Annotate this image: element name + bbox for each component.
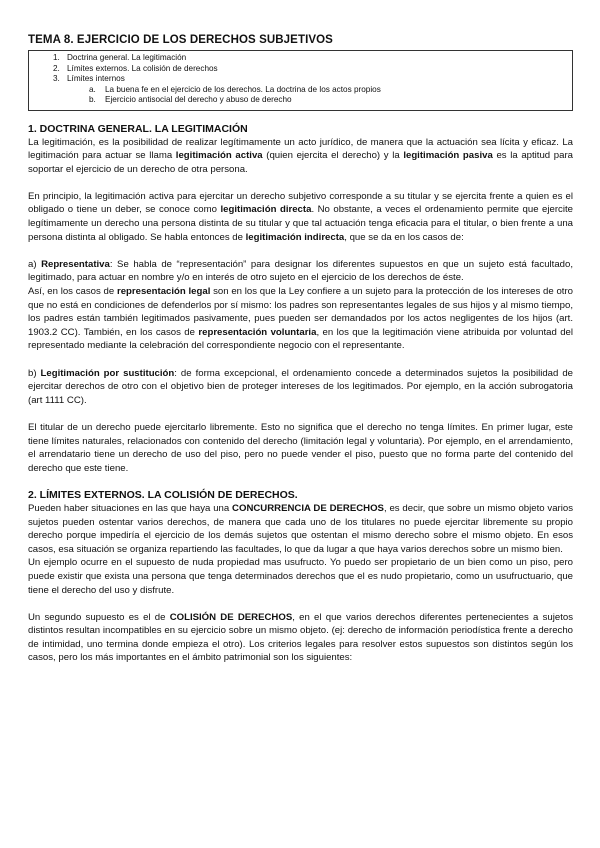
text-run: . No obstante, a veces el ordenamiento permite que ejercite legítimamente un derecho una persona distinta de su titular y que tal actuación tenga eficacia para el titular, o bien frente a una persona distinta al obligado. Se habla entonces de bbox=[28, 204, 573, 243]
text-run: b) bbox=[28, 367, 41, 379]
bold-term: representación legal bbox=[116, 286, 211, 298]
paragraph bbox=[28, 367, 573, 408]
toc-subitem-label: Ejercicio antisocial del derecho y abuso de derecho bbox=[105, 95, 292, 104]
text-run: , que se da en los casos de: bbox=[344, 231, 464, 243]
text-run: es la aptitud para soportar el ejercicio de un derecho de otra persona. bbox=[28, 150, 573, 175]
text-run: , en los que la legitimación viene atribuida por voluntad del representado mediante la celebración del correspondiente negocio con el representante. bbox=[28, 326, 573, 352]
paragraph: El titular de un derecho puede ejercitarlo libremente. Esto no significa que el derecho no tenga límites. En primer lugar, este tiene límites naturales, relacionados con contenido del derecho (limitación legal y voluntaria). Por ejemplo, en el arrendamiento, el arrendatario tiene un derecho de uso del piso, pero no puede vender el piso, puesto que no forma parte del contenido del derecho que este tiene. bbox=[28, 421, 573, 474]
text-run: Pueden haber situaciones en las que haya una bbox=[28, 502, 233, 514]
table-of-contents bbox=[28, 50, 573, 111]
text-run: : de forma excepcional, el ordenamiento concede a determinados sujetos la posibilidad de ejercitar derechos de otro con el objetivo bien de proteger intereses de los legitimados. Por ejemplo, en la acción subrogatoria (art 1111 CC). bbox=[28, 367, 574, 406]
toc-subitem bbox=[53, 95, 566, 106]
text-run: Así, en los casos de bbox=[28, 286, 117, 298]
text-run: Un segundo supuesto es el de bbox=[28, 611, 170, 623]
text-run: a) bbox=[28, 258, 42, 270]
bold-term: legitimación indirecta bbox=[245, 231, 345, 243]
text-run: (quien ejercita el derecho) y la bbox=[262, 150, 404, 162]
paragraph: Un ejemplo ocurre en el supuesto de nuda propiedad mas usufructo. Yo puedo ser propietario de un bien como un piso, pero puede existir que exista una persona que tenga determinados derechos que el es nudo propietario, como un usufructuario, que tiene el derecho del uso y disfrute. bbox=[28, 557, 573, 596]
toc-item-label: Límites externos. La colisión de derechos bbox=[67, 63, 218, 73]
bold-term: legitimación directa bbox=[220, 204, 312, 216]
paragraph bbox=[28, 136, 573, 177]
text-run: La legitimación, es la posibilidad de realizar legítimamente un acto jurídico, de manera que la actuación sea lícita y eficaz. La legitimación para actuar se llama bbox=[28, 136, 573, 162]
page-title: TEMA 8. EJERCICIO DE LOS DERECHOS SUBJETIVOS bbox=[28, 34, 333, 46]
bold-term: representación voluntaria bbox=[198, 326, 317, 338]
paragraph bbox=[28, 190, 573, 244]
toc-subitem bbox=[53, 85, 566, 96]
toc-item-number: 3. bbox=[53, 74, 60, 83]
bold-term: legitimación pasiva bbox=[403, 150, 493, 162]
toc-item bbox=[53, 74, 566, 85]
toc-item bbox=[53, 53, 566, 64]
toc-subitem-number: a. bbox=[89, 84, 96, 94]
paragraph bbox=[28, 285, 573, 353]
toc-item bbox=[53, 64, 566, 75]
toc-item-number: 1. bbox=[53, 53, 60, 62]
paragraph bbox=[28, 502, 573, 556]
toc-item-label: Límites internos bbox=[67, 74, 125, 83]
toc-item-label: Doctrina general. La legitimación bbox=[67, 53, 187, 62]
bold-term: Legitimación por sustitución bbox=[40, 367, 175, 379]
paragraph bbox=[28, 258, 573, 285]
section-heading: 2. LÍMITES EXTERNOS. LA COLISIÓN DE DERECHOS. bbox=[28, 488, 298, 501]
text-run: , en el que varios derechos diferentes pertenecientes a sujetos distintos resultan incompatibles en su ejercicio sobre un mismo objeto. (ej: derecho de información periodística frente a derecho de intimidad, uno termina donde empieza el otro). Los criterios legales para resolver estos supuestos son distintos según los casos, pero los más importantes en el ámbito patrimonial son los siguientes: bbox=[28, 611, 573, 664]
text-run: : Se habla de “representación” para designar los diferentes supuestos en que un sujeto está facultado, legitimado, para actuar en nombre y/o en interés de otro sujeto en el ejercicio de los derechos de éste. bbox=[28, 258, 573, 284]
toc-subitem-label: La buena fe en el ejercicio de los derechos. La doctrina de los actos propios bbox=[105, 84, 381, 94]
bold-term: legitimación activa bbox=[175, 150, 263, 162]
paragraph bbox=[28, 611, 573, 665]
document-page bbox=[28, 34, 573, 665]
bold-term: CONCURRENCIA DE DERECHOS bbox=[232, 502, 384, 514]
toc-subitem-number: b. bbox=[89, 95, 96, 104]
section-heading: 1. DOCTRINA GENERAL. LA LEGITIMACIÓN bbox=[28, 122, 248, 135]
bold-term: COLISIÓN DE DERECHOS bbox=[169, 611, 293, 623]
text-run: , es decir, que sobre un mismo objeto varios sujetos pueden ostentar varios derechos, de manera que cada uno de los titulares no puede ejercitar libremente su propio derecho porque impediría el ejercicio de los demás sujetos que ostentan el mismo derecho sobre el mismo objeto. En esos casos, esa situación se organiza repartiendo las facultades, lo que da lugar a que haya varios derechos sobre un mismo bien. bbox=[28, 502, 574, 555]
bold-term: Representativa bbox=[41, 258, 110, 270]
toc-item-number: 2. bbox=[53, 63, 60, 73]
text-run: En principio, la legitimación activa para ejercitar un derecho subjetivo corresponde a su titular y se ejercita frente a quien es el obligado o tiene un deber, se conoce como bbox=[28, 190, 573, 216]
text-run: son en los que la Ley confiere a un sujeto para la protección de los intereses de otro que no está en condiciones de defenderlos por sí mismo: los padres son representantes legales de sus hijos y al mismo tiempo, los padres están también legitimados pasivamente, pues pueden ser demandados por los actos negligentes de los hijos (art. 1903.2 CC). También, en los casos de bbox=[28, 286, 574, 338]
